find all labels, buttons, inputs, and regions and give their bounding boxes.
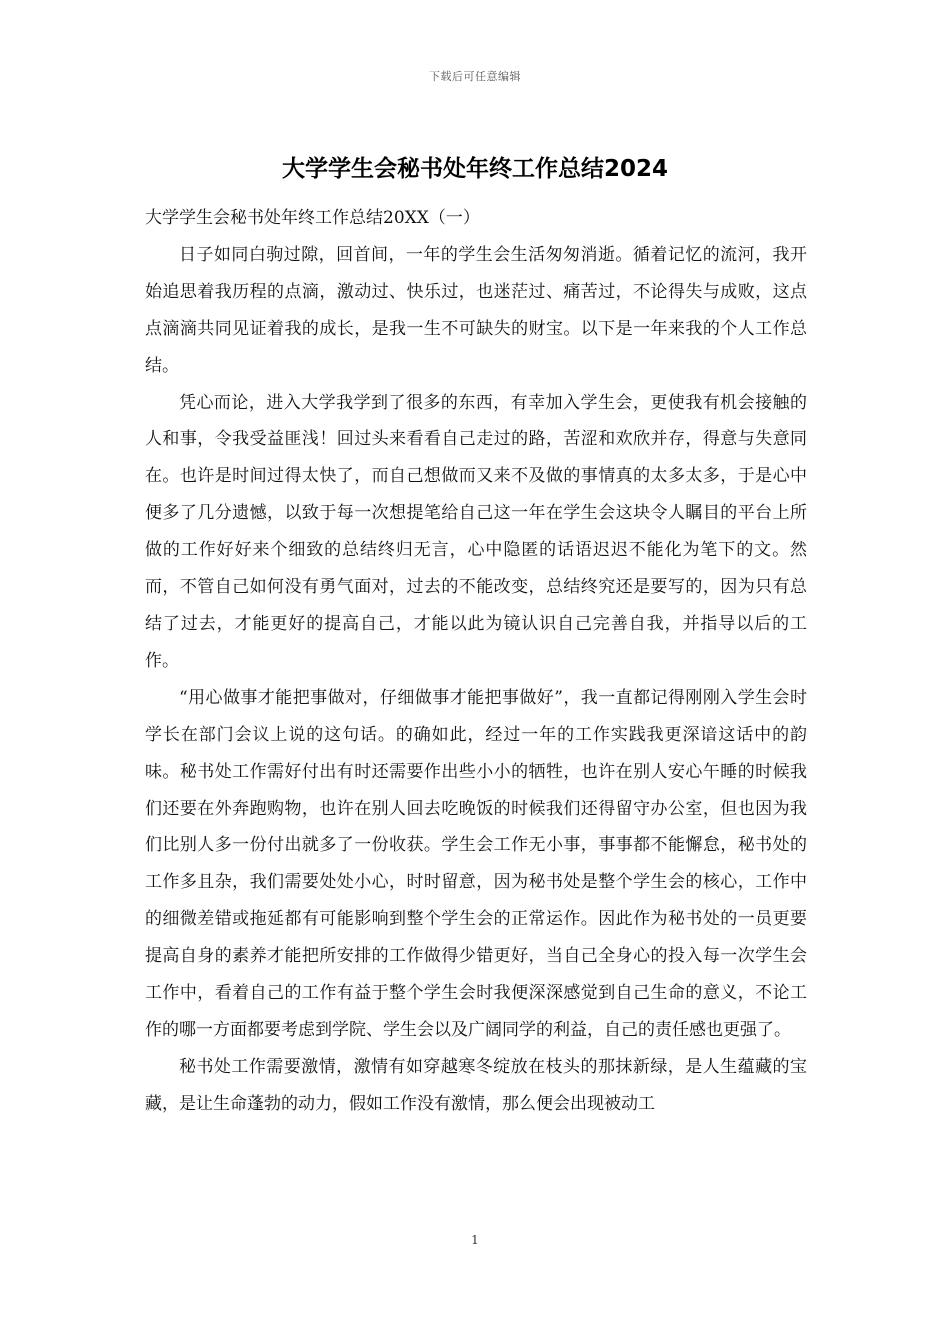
paragraph-2: 凭心而论，进入大学我学到了很多的东西，有幸加入学生会，更使我有机会接触的人和事，令我受益匪浅！回过头来看看自己走过的路，苦涩和欢欣并存，得意与失意同在。也许是时间过得太快了，而自己想做而又来不及做的事情真的太多太多，于是心中便多了几分遗憾，以致于每一次想提笔给自己这一年在学生会这块令人瞩目的平台上所做的工作好好来个细致的总结终归无言，心中隐匿的话语迟迟不能化为笔下的文。然而，不管自己如何没有勇气面对，过去的不能改变，总结终究还是要写的，因为只有总结了过去，才能更好的提高自己，才能以此为镜认识自己完善自我，并指导以后的工作。	[145, 392, 807, 671]
document-subtitle: 大学学生会秘书处年终工作总结20XX（一）	[145, 208, 480, 228]
page-number: 1	[471, 1233, 479, 1247]
paragraph-3: “用心做事才能把事做对，仔细做事才能把事做好”，我一直都记得刚刚入学生会时学长在部门会议上说的这句话。的确如此，经过一年的工作实践我更深谙这话中的韵味。秘书处工作需好付出有时还需要作出些小小的牺牲，也许在别人安心午睡的时候我们还要在外奔跑购物，也许在别人回去吃晚饭的时候我们还得留守办公室，但也因为我们比别人多一份付出就多了一份收获。学生会工作无小事，事事都不能懈怠，秘书处的工作多且杂，我们需要处处小心，时时留意，因为秘书处是整个学生会的核心，工作中的细微差错或拖延都有可能影响到整个学生会的正常运作。因此作为秘书处的一员更要提高自身的素养才能把所安排的工作做得少错更好，当自己全身心的投入每一次学生会工作中，看着自己的工作有益于整个学生会时我便深深感觉到自己生命的意义，不论工作的哪一方面都要考虑到学院、学生会以及广阔同学的利益，自己的责任感也更强了。	[145, 687, 807, 1040]
paragraph-1: 日子如同白驹过隙，回首间，一年的学生会生活匆匆消逝。循着记忆的流河，我开始追思着我历程的点滴，激动过、快乐过，也迷茫过、痛苦过，不论得失与成败，这点点滴滴共同见证着我的成长，是我一生不可缺失的财宝。以下是一年来我的个人工作总结。	[145, 244, 807, 376]
document-body	[145, 200, 807, 1123]
document-title: 大学学生会秘书处年终工作总结2024	[281, 156, 668, 182]
paragraph-4: 秘书处工作需要激情，激情有如穿越寒冬绽放在枝头的那抹新绿，是人生蕴藏的宝藏，是让生命蓬勃的动力，假如工作没有激情，那么便会出现被动工	[145, 1056, 807, 1114]
header-note: 下载后可任意编辑	[429, 70, 521, 83]
